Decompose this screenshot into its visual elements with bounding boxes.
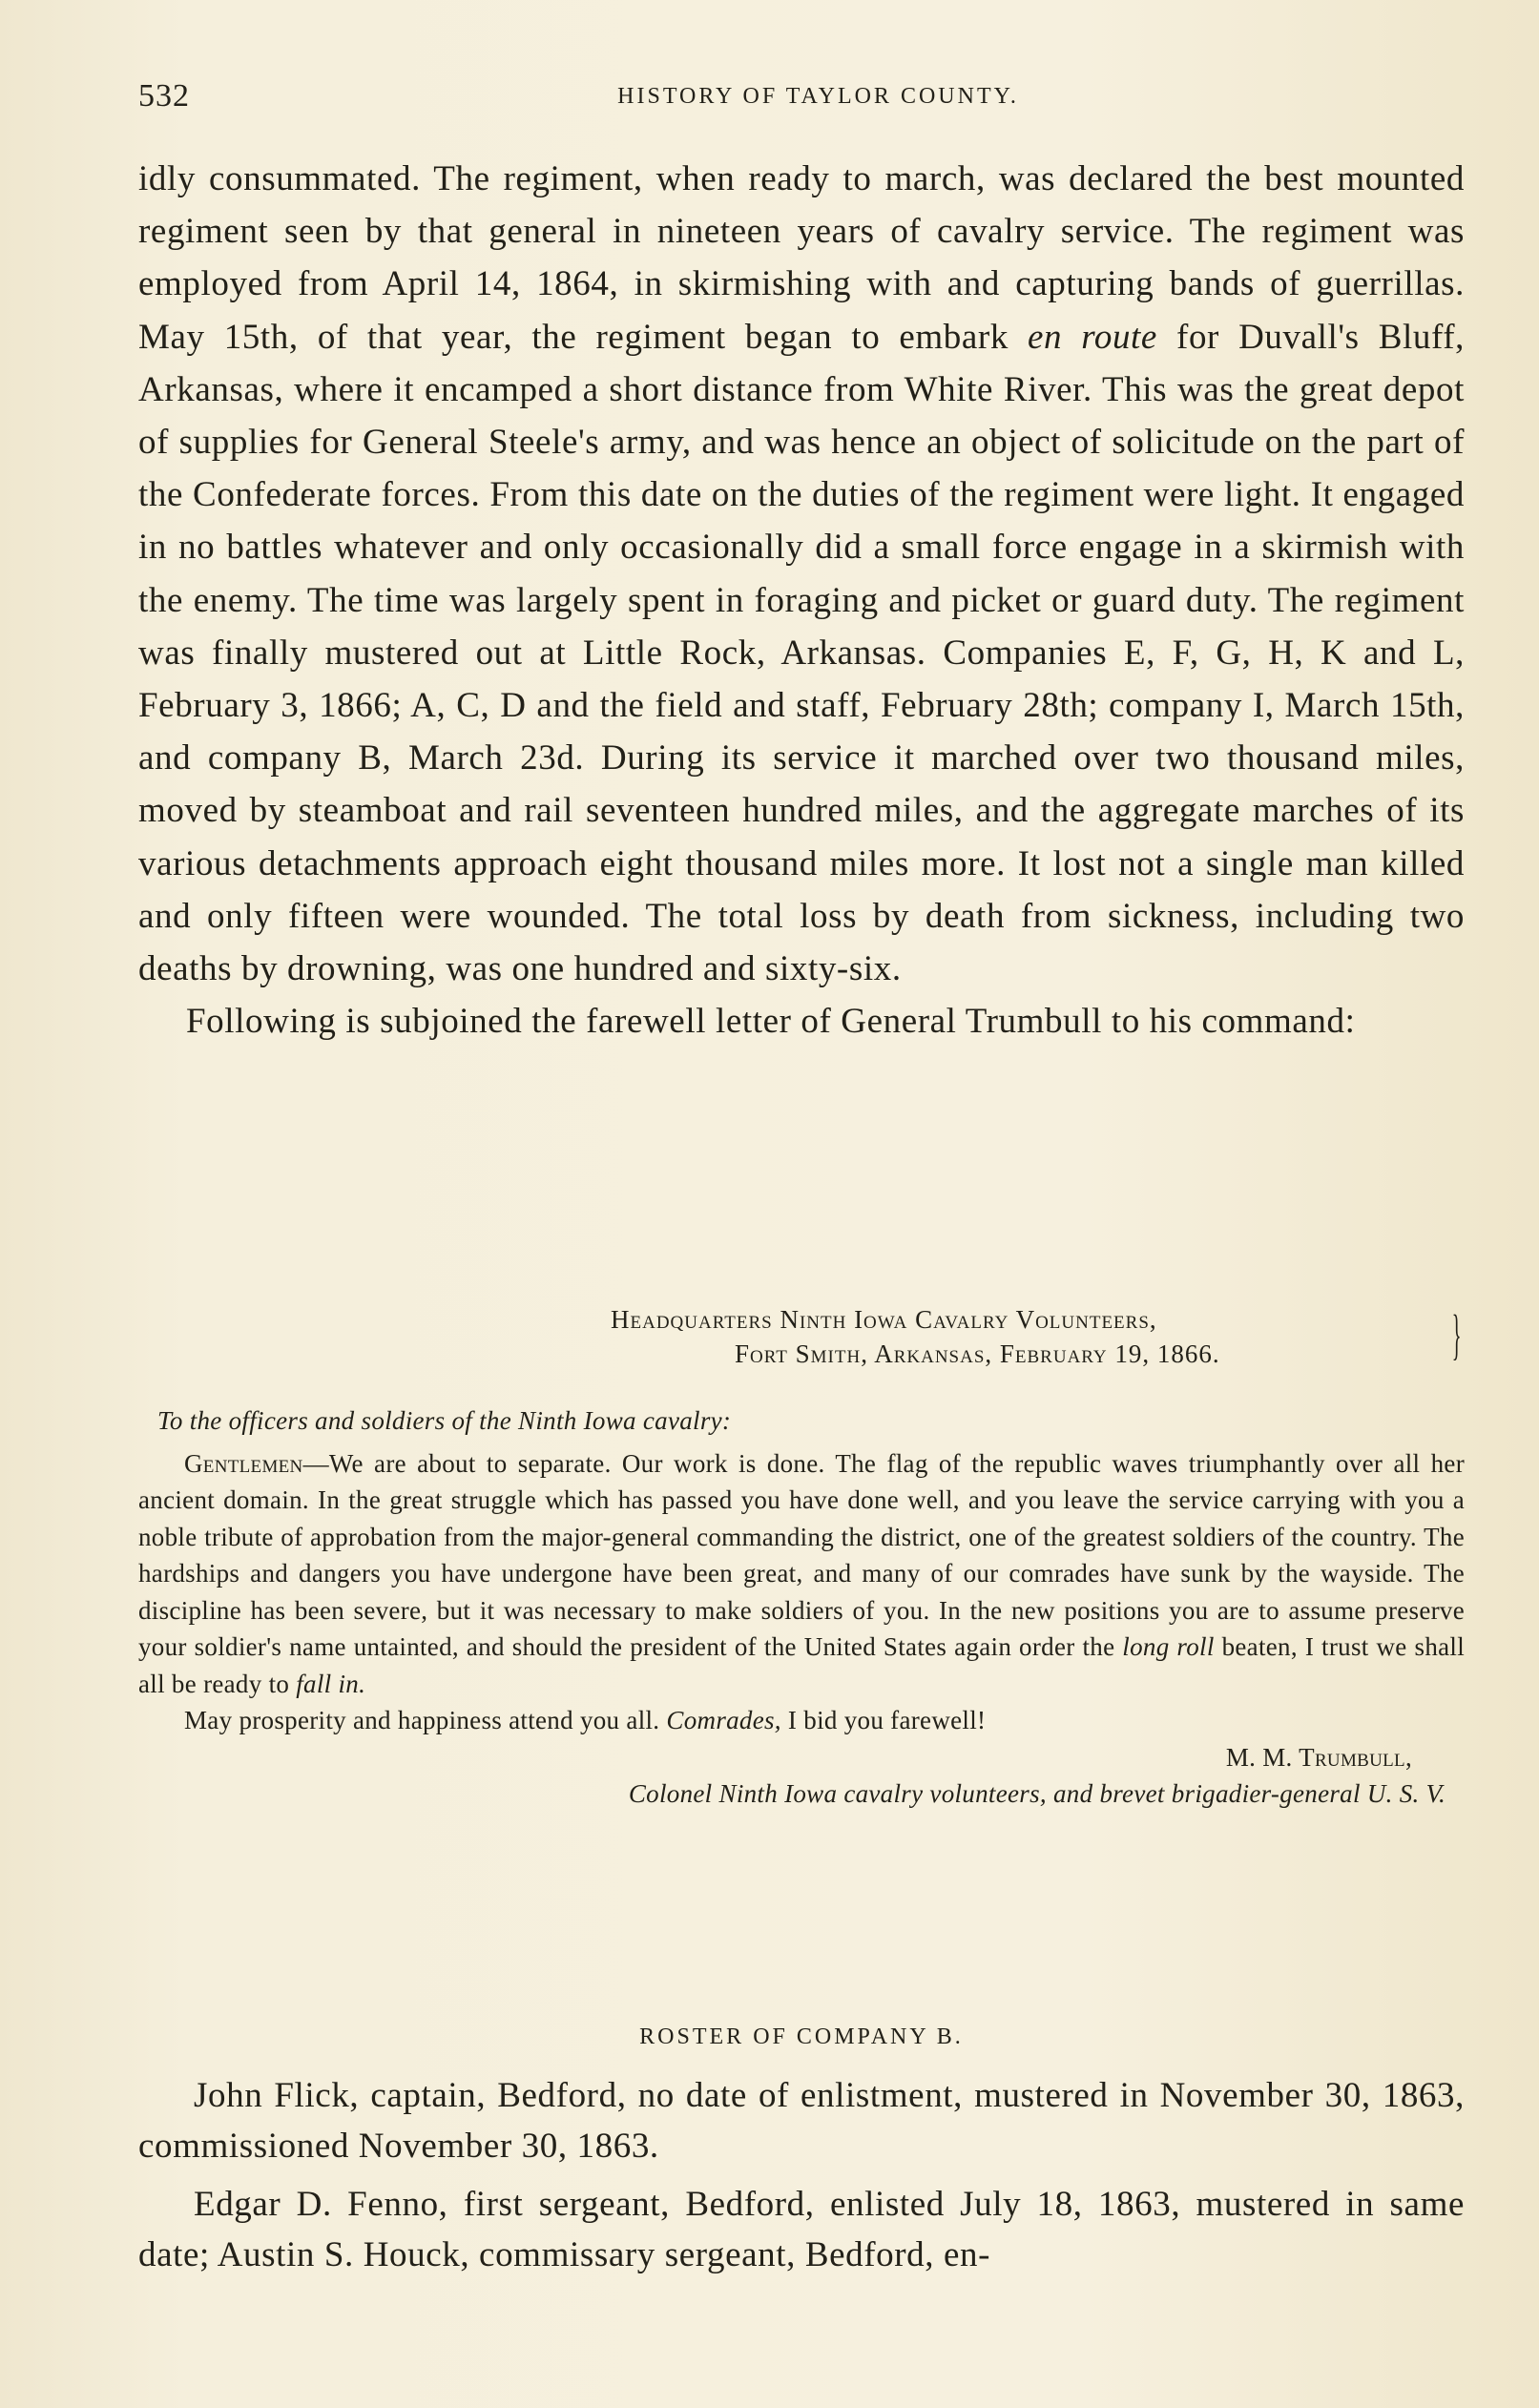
- paragraph: Following is subjoined the farewell letter of General Trumbull to his command:: [186, 1002, 1356, 1042]
- paragraph: idly consummated. The regiment, when ready to march, was declared the best mounted regiment seen by that general in nineteen years of cavalry service. The regiment was employed from April 14, 1864, in skirmishing with and capturing bands of guerrillas. May 15th, of that year, the regiment began to embark en route for Duvall's Bluff, Arkansas, where it encamped a short distance from White River. This was the great depot of supplies for General Steele's army, and was hence an object of solicitude on the part of the Confederate forces. From this date on the duties of the regiment were light. It engaged in no battles whatever and only occasionally did a small force engage in a skirmish with the enemy. The time was largely spent in foraging and picket or guard duty. The regiment was finally mustered out at Little Rock, Arkansas. Companies E, F, G, H, K and L, February 3, 1866; A, C, D and the field and staff, February 28th; company I, March 15th, and company B, March 23d. During its service it marched over two thousand miles, moved by steamboat and rail seventeen hundred miles, and the aggregate marches of its various detachments approach eight thousand miles more. It lost not a single man killed and only fifteen were wounded. The total loss by death from sickness, including two deaths by drowning, was one hundred and sixty-six.: [138, 159, 1465, 989]
- letter-body: Gentlemen—We are about to separate. Our work is done. The flag of the republic waves triumphantly over all her ancient domain. In the great struggle which has passed you have done well, and you leave the service carrying with you a noble tribute of approbation from the major-general commanding the district, one of the greatest soldiers of the country. The hardships and dangers you have undergone have been great, and many of our comrades have sunk by the wayside. The discipline has been severe, but it was necessary to make soldiers of you. In the new positions you are to assume preserve your soldier's name untainted, and should the president of the United States again order the long roll beaten, I trust we shall all be ready to fall in.: [138, 1448, 1466, 1698]
- roster-entry: John Flick, captain, Bedford, no date of enlistment, mustered in November 30, 1863, commissioned November 30, 1863.: [138, 2076, 1465, 2166]
- page-header: [138, 78, 1460, 126]
- letter-salutation: To the officers and soldiers of the Ninth Iowa cavalry:: [157, 1406, 732, 1435]
- italic-phrase: en route: [1028, 317, 1157, 357]
- letter-closing: May prosperity and happiness attend you all. Comrades, I bid you farewell!: [184, 1706, 987, 1734]
- roster-entry: Edgar D. Fenno, first sergeant, Bedford, enlisted July 18, 1863, mustered in same date; Austin S. Houck, commissary sergeant, Bedford, en-: [138, 2185, 1465, 2274]
- running-head: HISTORY OF TAYLOR COUNTY.: [617, 84, 1019, 109]
- signature-name: M. M. Trumbull,: [1225, 1742, 1412, 1772]
- letter-heading: [611, 1302, 1460, 1371]
- letter-heading-line: Headquarters Ninth Iowa Cavalry Volunteers,: [611, 1305, 1157, 1334]
- section-title: ROSTER OF COMPANY B.: [639, 2024, 964, 2049]
- brace-mark: }: [1451, 1303, 1462, 1365]
- main-text: [138, 153, 1465, 1048]
- signature-title: Colonel Ninth Iowa cavalry volunteers, and brevet brigadier-general U. S. V.: [628, 1779, 1445, 1808]
- page-number: 532: [138, 78, 190, 114]
- letter-heading-line: Fort Smith, Arkansas, February 19, 1866.: [735, 1339, 1220, 1368]
- roster-text: [138, 2070, 1465, 2288]
- farewell-letter: [138, 1402, 1465, 1813]
